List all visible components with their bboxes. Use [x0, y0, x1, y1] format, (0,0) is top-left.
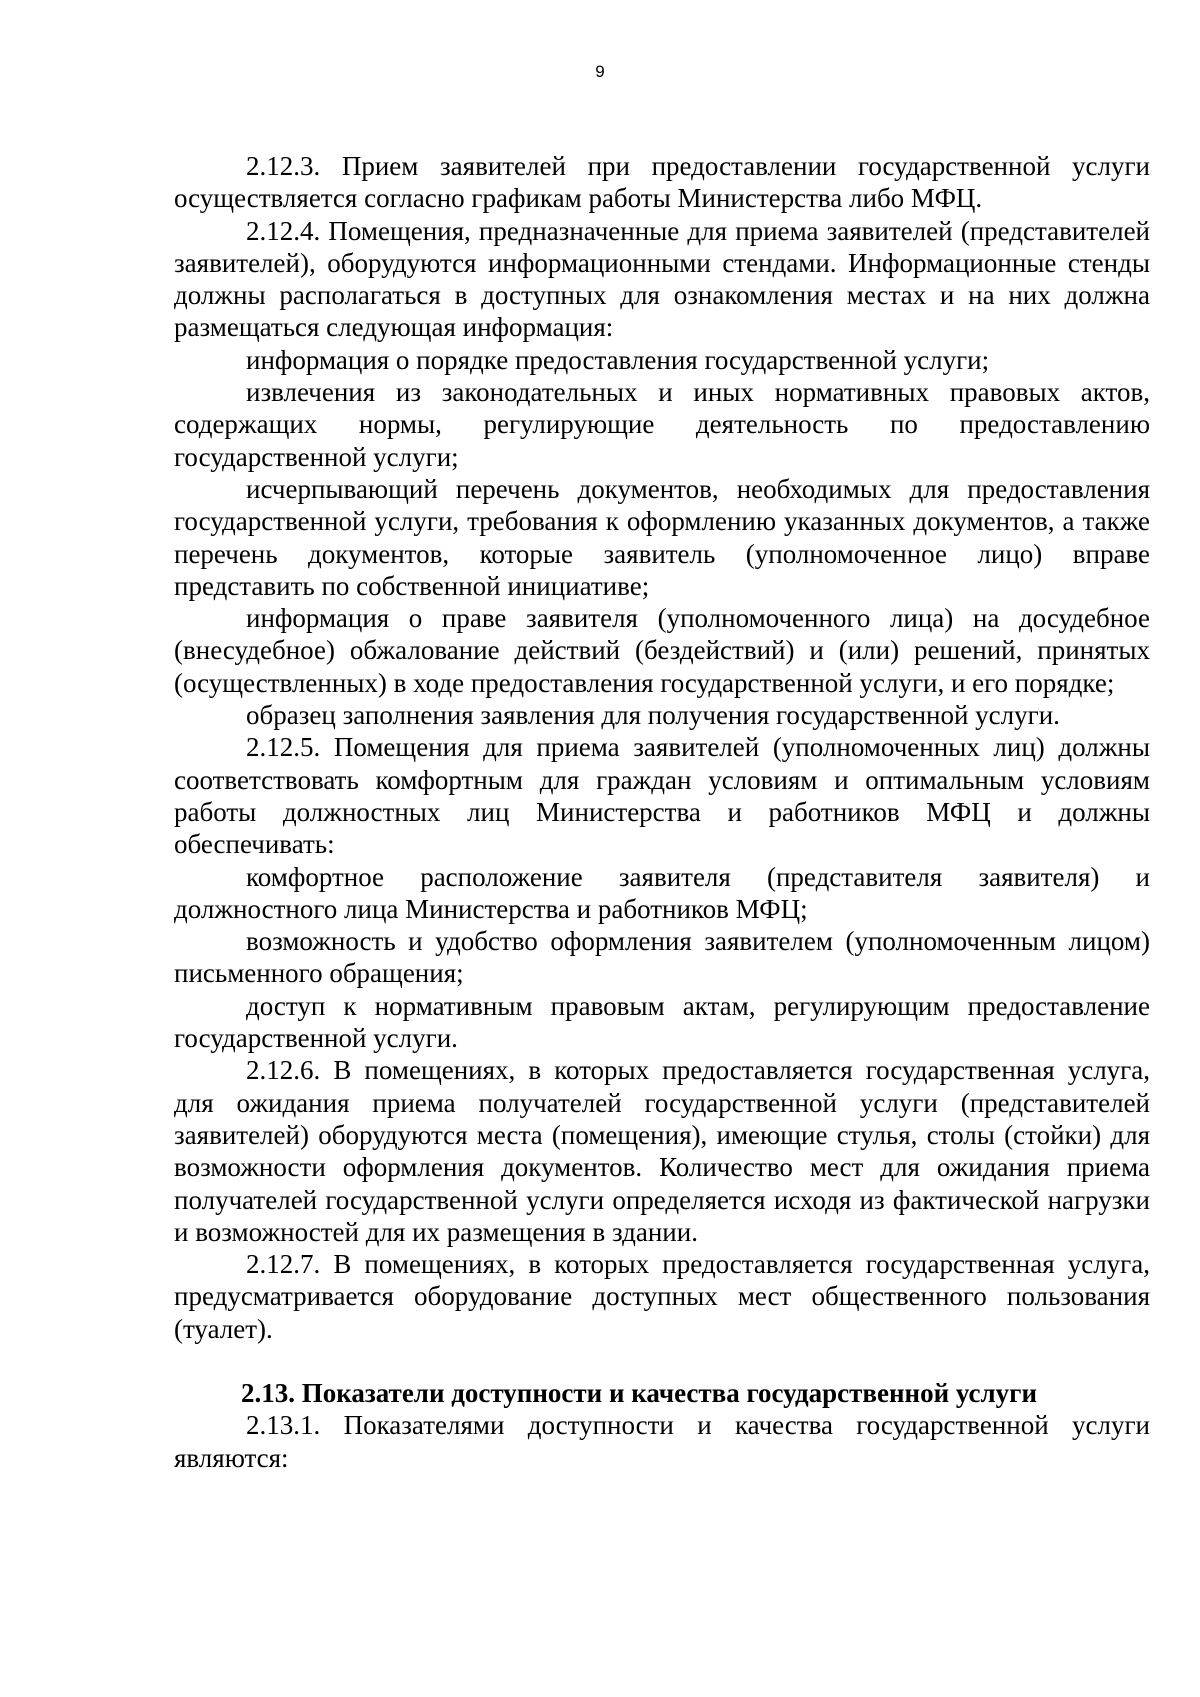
paragraph-2-12-7: 2.12.7. В помещениях, в которых предоставляется государственная услуга, предусматривается оборудование доступных мест общественного пользования (туалет). [174, 1249, 1150, 1344]
paragraph-2-12-5: 2.12.5. Помещения для приема заявителей (уполномоченных лиц) должны соответствовать комфортным для граждан условиям и оптимальным условиям работы должностных лиц Министерства и работников МФЦ и должны обеспечивать: [174, 732, 1150, 860]
list-item-procedure-info: информация о порядке предоставления государственной услуги; [246, 344, 990, 375]
paragraph-2-12-3: 2.12.3. Прием заявителей при предоставлении государственной услуги осуществляется согласно графикам работы Министерства либо МФЦ. [174, 151, 1150, 214]
document-body [174, 150, 1150, 1474]
paragraph-2-12-4: 2.12.4. Помещения, предназначенные для приема заявителей (представителей заявителей), оборудуются информационными стендами. Информационные стенды должны располагаться в доступных для ознакомления местах и на них должна размещаться следующая информация: [174, 215, 1150, 343]
page-number: 9 [595, 62, 605, 81]
section-heading-2-13: 2.13. Показатели доступности и качества государственной услуги [241, 1377, 1037, 1408]
list-item-comfortable-placement: комфортное расположение заявителя (представителя заявителя) и должностного лица Министерства и работников МФЦ; [174, 861, 1150, 924]
paragraph-2-13-1: 2.13.1. Показателями доступности и качества государственной услуги являются: [174, 1410, 1150, 1473]
paragraph-2-12-6: 2.12.6. В помещениях, в которых предоставляется государственная услуга, для ожидания приема получателей государственной услуги (представителей заявителей) оборудуются места (помещения), имеющие стулья, столы (стойки) для возможности оформления документов. Количество мест для ожидания приема получателей государственной услуги определяется исходя из фактической нагрузки и возможностей для их размещения в здании. [174, 1055, 1150, 1247]
list-item-legal-extracts: извлечения из законодательных и иных нормативных правовых актов, содержащих нормы, регулирующие деятельность по предоставлению государственной услуги; [174, 377, 1150, 472]
list-item-written-appeal: возможность и удобство оформления заявителем (уполномоченным лицом) письменного обращения; [174, 926, 1150, 989]
section-spacer [174, 1345, 1150, 1377]
list-item-legal-access: доступ к нормативным правовым актам, регулирующим предоставление государственной услуги. [174, 990, 1150, 1054]
list-item-appeal-rights: информация о праве заявителя (уполномоченного лица) на досудебное (внесудебное) обжалование действий (бездействий) и (или) решений, принятых (осуществленных) в ходе предоставления государственной услуги, и его порядке; [174, 603, 1150, 698]
list-item-documents-list: исчерпывающий перечень документов, необходимых для предоставления государственной услуги, требования к оформлению указанных документов, а также перечень документов, которые заявитель (уполномоченное лицо) вправе представить по собственной инициативе; [174, 473, 1150, 601]
list-item-application-sample: образец заполнения заявления для получения государственной услуги. [246, 700, 1060, 731]
